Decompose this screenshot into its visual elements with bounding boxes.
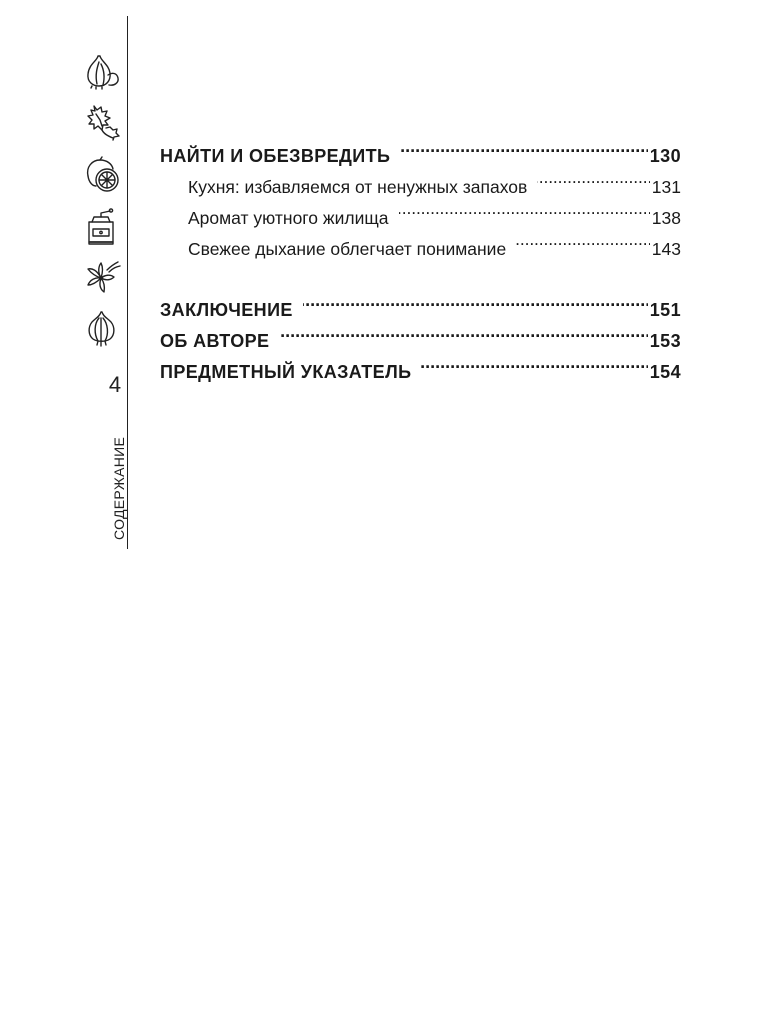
toc-leader-dots <box>303 285 648 316</box>
toc-leader-dots <box>537 162 650 193</box>
parsley-leaf-icon <box>80 100 124 144</box>
toc-leader-dots <box>399 193 650 224</box>
toc-entry-page: 151 <box>649 300 681 320</box>
toc-leader-dots <box>421 347 647 378</box>
toc-entry-page: 130 <box>649 146 681 166</box>
toc-leader-dots <box>516 224 650 255</box>
toc-entry-title: Кухня: избавляемся от ненужных запахов <box>188 177 528 197</box>
vanilla-flower-icon <box>80 256 124 300</box>
coffee-grinder-icon <box>80 204 124 248</box>
lemon-icon <box>80 152 124 196</box>
toc-entry-page: 143 <box>651 239 681 259</box>
section-label: СОДЕРЖАНИЕ <box>111 436 127 540</box>
onion-icon <box>80 306 124 350</box>
toc-entry-page: 138 <box>651 208 681 228</box>
table-of-contents <box>160 131 681 382</box>
toc-entry-title: Свежее дыхание облегчает понимание <box>188 239 507 259</box>
toc-chapter[interactable] <box>160 131 681 166</box>
page-number: 4 <box>108 372 122 397</box>
toc-entry-title: ПРЕДМЕТНЫЙ УКАЗАТЕЛЬ <box>160 362 412 382</box>
toc-leader-dots <box>279 316 647 347</box>
garlic-icon <box>80 48 124 92</box>
toc-entry-page: 154 <box>649 362 681 382</box>
toc-entry-title: ЗАКЛЮЧЕНИЕ <box>160 300 293 320</box>
toc-entry-title: ОБ АВТОРЕ <box>160 331 270 351</box>
toc-entry-title: Аромат уютного жилища <box>188 208 389 228</box>
toc-leader-dots <box>400 131 647 162</box>
toc-chapter[interactable] <box>160 285 681 320</box>
toc-entry-title: НАЙТИ И ОБЕЗВРЕДИТЬ <box>160 146 391 166</box>
margin-divider <box>127 16 128 549</box>
toc-entry-page: 131 <box>651 177 681 197</box>
toc-entry-page: 153 <box>649 331 681 351</box>
